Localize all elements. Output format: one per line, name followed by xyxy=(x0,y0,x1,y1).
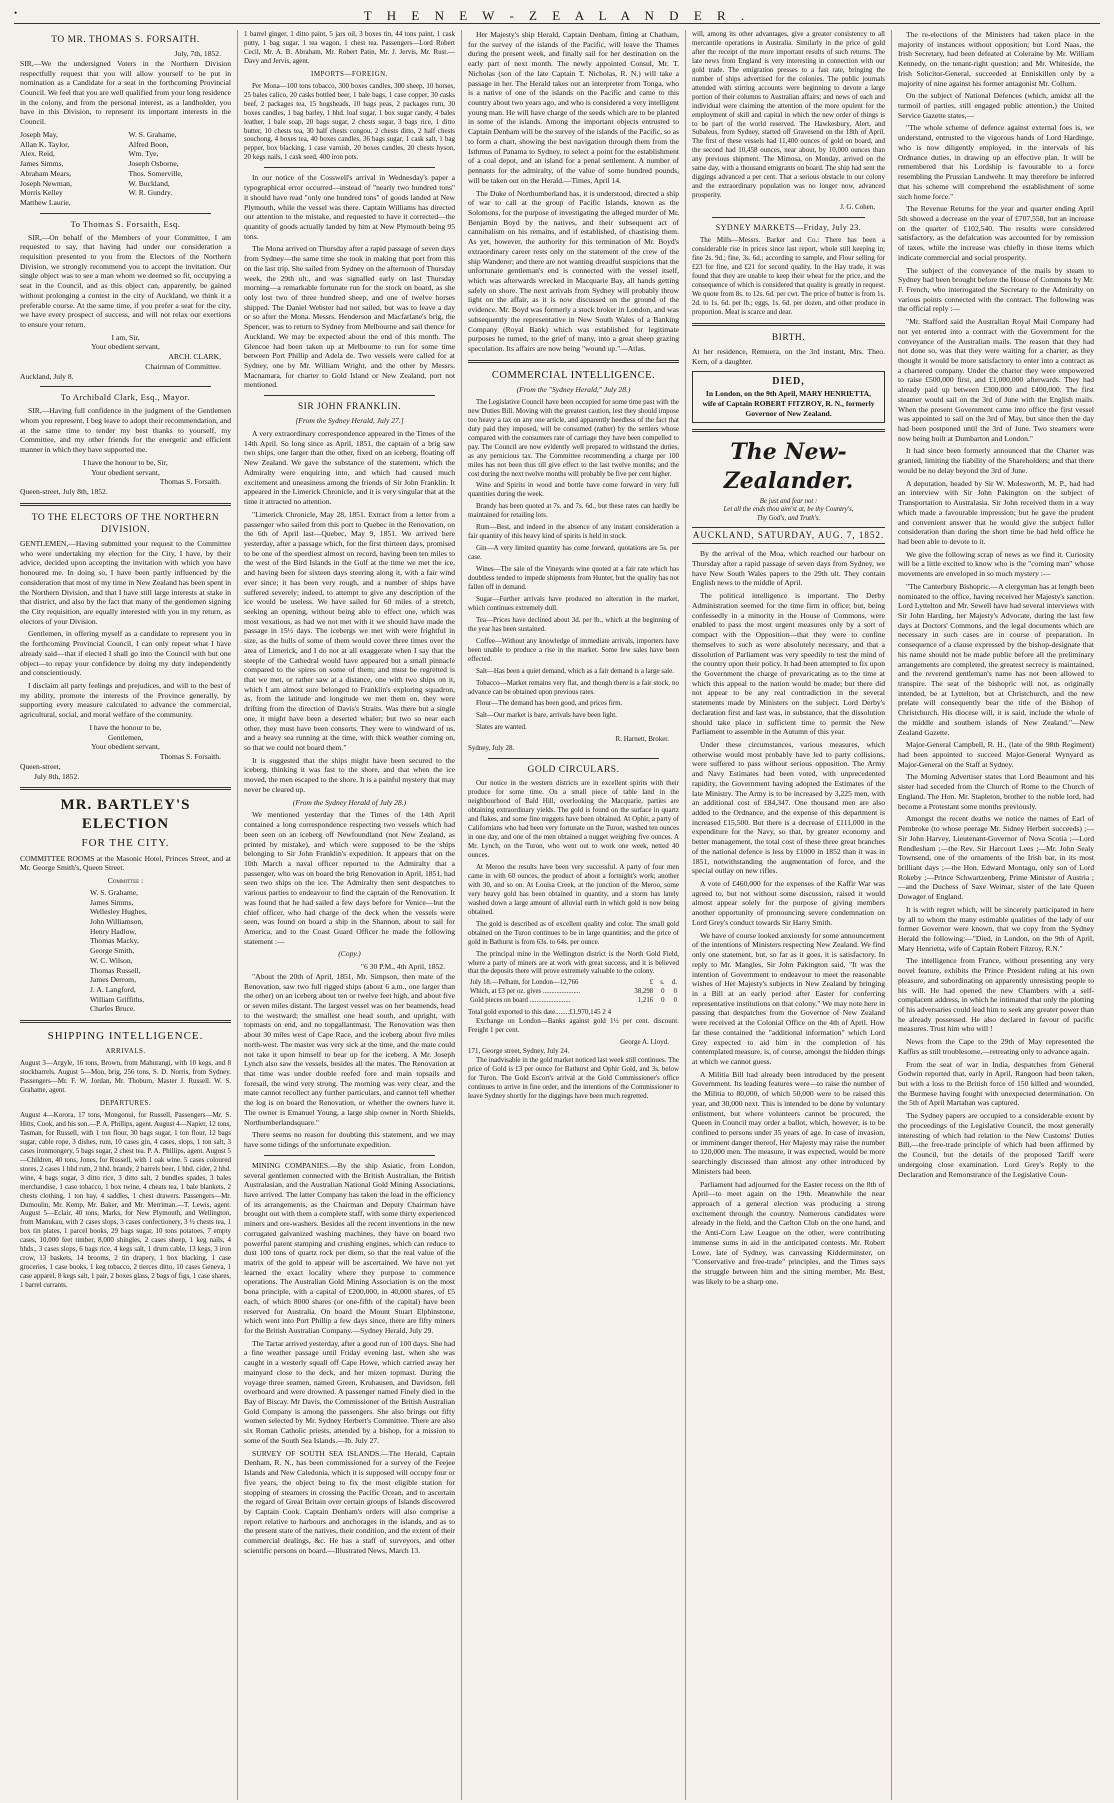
gold-para: Our notice in the western districts are in excellent spirits with their produce for some time. On a small piece of table land in the neighbourhood of Bald Hill, overlooking the Macquarie, parties are obtaining extraordinary yields. The gold is found on the surface in quartz and flakes, and some fine nuggets have been obtained. At Ophir, a party of Californians who had been very fortunate on the Turon, washed ten ounces in one day, and one of the men obtained a nugget weighing five ounces. A Mr. Lynch, on the Turon, who went out to work one week, netted 40 ounces. xyxy=(468,779,679,860)
electors-signature: Thomas S. Forsaith. xyxy=(159,752,221,762)
editorial-para: Major-General Campbell, R. H., (late of the 98th Regiment) had been appointed to succeed Major-General Wynyard as Major-General on the Staff at Sydney. xyxy=(898,740,1094,769)
paper-title: The New-Zealander. xyxy=(723,439,854,494)
cargo-continued: 1 barrel ginger, 1 ditto paint, 5 jars oil, 3 boxes tin, 44 tons paint, 1 cask putty, 1 bag sugar, 1 tea wagon, 1 chest tea. Passengers—Lord Robert Cecil, Mr. A. B. Abraham, Mr. Robert Patin, Mr. J. Jervis, Mr. Rust.—Davy and Jervis, agent. xyxy=(244,30,455,65)
editorial-para: A deputation, headed by Sir W. Molesworth, M. P., had had an interview with Sir John Pakington on the subject of Transportation to Australasia. Sir John received them in a way which made a favourable impression; but he gave the prudent and convenient answer that he would give the subject fuller consideration than during the short time he had held office he had been able to devote to it. xyxy=(898,478,1094,546)
editorial-para: We have of course looked anxiously for some announcement of the intentions of Ministers respecting New Zealand. We find only one statement, but, so far as it goes, it is satisfactory. In reply to Mr. Mangles, Sir John Pakington said, "It was the intention of Government to endeavour to meet the reasonable wishes of Her Majesty's subjects in New Zealand by bringing in a Bill at an early period after Easter for conferring representative institutions on that colony." We may note here in passing that despatches from the Governor of New Zealand were received at the Colonial Office on the 4th of April. How far these contained the "additional information" which Lord Grey expected to aid him in the completion of his contemplated measure, is, of course, amongst the hidden things at which we cannot guess. xyxy=(692,930,885,1066)
reply-close-2: Your obedient servant, xyxy=(91,342,160,352)
divider xyxy=(40,213,211,214)
editorial-para: It is with regret which, will be sincerely participated in here by all to whom the many estimable qualities of the lady of our former Governor were known, that we copy from the Sydney Herald the following:—"Died, in London, on the 9th of April, Mary Henrietta, wife of Captain Robert Fitzroy, R.N." xyxy=(898,904,1094,953)
market-item: Salt—Has been a quiet demand, which as a fair demand is a large sale. xyxy=(476,666,674,675)
table-cell: 38,298 xyxy=(634,988,654,996)
electors-date: July 8th, 1852. xyxy=(34,771,80,781)
franklin-source: [From the Sydney Herald, July 27.] xyxy=(295,416,404,426)
table-row xyxy=(468,979,679,988)
section-divider xyxy=(692,429,885,432)
south-sea-survey: SURVEY OF SOUTH SEA ISLANDS.—The Herald, Captain Denham, R. N., has been commissioned for a survey of the Feejee Islands and New Caledonia, which it is supposed will occupy four or five years, the object being to fix the most eligible station for stopping of steamers in crossing the Pacific Ocean, and to ascertain the regard of Great Britain over certain groups of Islands discovered by Captain Cook. Captain Denham's orders will also comprise a report relative to harbours and anchorages in the islands, and as to the present state of the natives, their condition, and the extent of their commercial dealings, &c. He has a staff of surveyors, and other scientific persons on board.—Illustrated News, March 13. xyxy=(244,1448,455,1555)
electors-para: GENTLEMEN,—Having submitted your request to the Committee who were undertaking my election for the City, I have, by their advice, decided upon accepting the invitation with which you have honoured me. In doing so, I have been partly influenced by the consideration that most of my time in New Zealand has been spent in the Northern Division, and that I have still large interests at stake in that district, and also by the fact that many of the gentlemen signing the City requisition, are equally interested with you in my return, as electors of your Division. xyxy=(20,538,231,626)
column-5 xyxy=(892,30,1100,1800)
market-item: Gin—A very limited quantity has come forward, quotations are 5s. per case. xyxy=(468,544,679,562)
editorial-para: The Revenue Returns for the year and quarter ending April 5th showed a decrease on the year of £707,558, but an increase on the quarter of £102,540. The results were considered satisfactory, as the defalcation was accounted for by remission of taxes, while the increase was chiefly in those items which indicate commercial and social prosperity. xyxy=(898,204,1094,262)
signatory: Thos. Somerville, xyxy=(128,168,183,178)
committee-member: Wellesley Hughes, xyxy=(90,907,147,917)
editorial-para: Parliament had adjourned for the Easter recess on the 8th of April—to meet again on the 19th. Meanwhile the near approach of a general election was producing a strong excitement through the country. Numerous candidates were already in the field, and the Carlton Club on the one hand, and the Anti-Corn Law League on the other, were contributing immense sums in aid in the anticipated contests. Mr. Robert Lowe, late of Sydney, was canvassing Kidderminster, on "Conservative and free-trade" principles, and the Times says the struggle between him and the sitting member, Mr. Best, was likely to be a sharp one. xyxy=(692,1179,885,1286)
birth-notice: At her residence, Remuera, on the 3rd instant, Mrs. Theo. Kern, of a daughter. xyxy=(692,347,885,366)
bartley-notice: COMMITTEE ROOMS at the Masonic Hotel, Princes Street, and at Mr. George Smith's, Queen Street. xyxy=(20,853,231,873)
section-divider xyxy=(692,323,885,326)
committee-member: Thomas Macky, xyxy=(90,936,139,946)
imports-label: IMPORTS—FOREIGN. xyxy=(310,69,388,78)
electors-close: I have the honour to be, xyxy=(89,722,162,732)
answer-heading: To Archibald Clark, Esq., Mayor. xyxy=(60,392,191,403)
franklin-para: A very extraordinary correspondence appeared in the Times of the 14th April. So long since as April, 1851, the captain of a brig saw two ships, one larger than the other, fixed on an iceberg, floating off New Zealand. We gave the substance of the statement, which the Admiralty were enquiring into, and which had caused much excitement and uneasiness among the friends of Sir John Franklin. It appeared in the Limerick Chronicle, and it is very singular that at the time it attracted no attention. xyxy=(244,429,455,507)
signatory: Joseph Newman, xyxy=(20,178,72,188)
editorial-para: Under these circumstances, various measures, which otherwise would most probably have led to party collisions, were suffered to pass without serious opposition. The Army and Navy Estimates had been voted, with unprecedented rapidity, the Government having adopted the Estimates of the late Ministry. The Army is to be increased by 3,225 men, with an additional cost of £84,347. One thousand men are also added to the Ordnance, and the expense of this department is increased £15,500. But there is a decrease of £111,000 in the expenditure for the Navy, so that, by greater economy and better management, the total cost of these three great branches of the national defence is less by £1000 in 1852 than it was in 1851, notwithstanding the augmentation of force, and the special outlay on new rifles. xyxy=(692,739,885,876)
tartar-arrival: The Tartar arrived yesterday, after a good run of 100 days. She had a fine weather passage until Friday evening last, when she was caught in a westerly squall off Cape Howe, which carried away her mainyard close to the deck, and her mizen topmast. During the voyage three seamen, named Green, Kruhausen, and Davidson, fell overboard and were drowned. A passenger named Finely died in the Bay of Biscay. Mr Davis, the Commissioner of the British Australian Gold Company is among the passengers. She also brings out fifty women selected by Mr. Sydney Herbert's Committee. There are also six Roman Catholic priests, attended by a bishop, for a mission to some of the South Sea Islands.—Ib. July 27. xyxy=(244,1338,455,1445)
electors-heading: TO THE ELECTORS OF THE NORTHERN DIVISION. xyxy=(31,512,220,535)
editorial-para: It had since been formerly announced that the Charter was granted, limiting the liability of the Shareholders; and that there would be no delay beyond the 3rd of June. xyxy=(898,446,1094,475)
table-row xyxy=(468,988,679,997)
imports-list: Per Mona—100 tons tobacco, 300 boxes candles, 300 sheep, 10 horses, 25 bales calico, 20 casks bottled beer, 1 bale bags, 1 case copper, 30 casks beef, 2 packages tea, 15 hogsheads, 10 bags peas, 2 packages rum, 30 boxes candles, 1 bag barley, 1 hhd. loaf sugar, 1 box sugar candy, 4 bales leather, 1 bale soap, 20 bags sugar, 2 chests sugar, 3 bags rice, 1 ditto butter, 10 chests tea, 30 half chests congou, 2 chests ditto, 2 half chests souchong, 4 boxes tea, 40 boxes candles, 36 bags sugar, 1 cask salt, 1 bag pepper, box blacking, 1 case varnish, 20 boxes candles, 20 chests hyson, 20 kegs nails, 1 cask seed, 400 iron pots. xyxy=(244,81,455,162)
death-notice: In London, on the 9th April, MARY HENRIETTA, wife of Captain ROBERT FITZROY, R. N., formerly Governor of New Zealand. xyxy=(702,389,875,418)
committee-member: W. S. Grahame, xyxy=(90,887,139,897)
market-item: Coffee—Without any knowledge of immediate arrivals, importers have been unable to produce a rise in the market. Some few sales have been effected. xyxy=(468,636,679,663)
gold-para: The gold is described as of excellent quality and color. The small gold obtained on the Turon continues to be in large quantities; and the price of gold in Bathurst is from 63s. to 64s. per ounce. xyxy=(468,919,679,946)
editorial-para: A vote of £460,000 for the expenses of the Kaffir War was agreed to, but not without some discussion, raised it would almost appear solely for the purpose of giving members another opportunity of pronouncing severe condemnation on Lord Grey's conduct towards Sir Harry Smith. xyxy=(692,879,885,927)
editorial-para: The political intelligence is important. The Derby Administration seemed for the time firm in office; but, being confessedly in a minority in the House of Commons, were enabled to pass the most urgent measures only by a sort of compact with the Opposition—that they were to confine themselves to such as were absolutely necessary, and that a dissolution of Parliament was very speedily to test the mind of the country upon their policy. It had been attempted to fix upon the Government the charge of prevaricating as to the time at which this appeal to the nation would be made; but there did not appear to be any real contradiction in the several statements made by Ministers on the subject. Lord Derby's declaration first and last was, in substance, that the dissolution should take place in sufficient time to permit the New Parliament to assemble in the Autumn of this year. xyxy=(692,591,885,737)
electors-place: Queen-street, xyxy=(20,761,61,771)
signatory: W. S. Grahame, xyxy=(128,129,177,139)
copy-label: (Copy.) xyxy=(338,949,361,959)
birth-heading: BIRTH. xyxy=(771,332,806,343)
column-3 xyxy=(462,30,686,1800)
section-divider xyxy=(20,1020,231,1023)
franklin-para: "About the 20th of April, 1851, Mr. Simpson, then mate of the Renovation, saw two full rigged ships (about 6 a.m., one larger than the other) on an iceberg about ten or twelve feet high, and about five or seven miles distant. The largest vessel was on her beamends, head to the westward; the smallest one head south, and upright, with topmasts on end, and no topgallantmast. The Renovation was then about 30 miles west of Cape Race, and the iceberg about five miles north-west. The master was very sick at the time, and the mate could not take it upon himself to bear up for the iceberg. A Mr. Joseph Lynch also saw the vessels, besides all the mates. The Renovation at that time was under double reefed fore and main topsails and foresail, the wind very strong. The morning was very clear, and the mate cannot recollect any further particulars, and cannot tell whether the log is on board the Renovation, or whether the owners have it. The owner is Emanuel Young, a large ship owner in North Shields, Northumberlandsquare." xyxy=(244,971,455,1127)
continued-para: will, among its other advantages, give a greater consistency to all mercantile operations in Australia. Similarly in the price of gold after the receipt of the more important results of such returns. The late news from England is very interesting in connection with our gold trade. The emigration presses to a fast rate, bringing the number of ships advertised for the colonies. The public journals attended with stirring accounts were beginning to devote a large portion of their columns to Australian affairs; and news of each and individual were claiming the attention of the more opulent for the employment of skill and capital in which the new order of things is to be part of the world reserved. The Hawkesbury, Alert, and Subaleus, from Sydney, started off Gravesend on the 18th of April. The first of these vessels had 11,400 ounces of gold on board, and the second had 10,458 ounces, near about, by 10,000 ounces than any previous shipment. The Mimosa, on Monday, arrived on the same day, with a thousand emigrants on board. The ship had sent the diggings advanced a per cent. That a serious obstacle to our colony and the extraordinary population was no longer now, advanced prosperity. xyxy=(692,30,885,200)
forsaith-date: July, 7th, 1852. xyxy=(174,49,221,59)
committee-member: William Griffiths. xyxy=(90,994,145,1004)
answer-place: Queen-street, July 8th, 1852. xyxy=(20,486,108,496)
reply-heading: To Thomas S. Forsaith, Esq. xyxy=(70,218,181,229)
table-cell: 0 xyxy=(673,988,677,996)
bartley-subheading: FOR THE CITY. xyxy=(81,836,170,849)
signatory: Alex. Reid, xyxy=(20,149,55,159)
bartley-heading: MR. BARTLEY'S ELECTION xyxy=(60,797,191,833)
market-item: Sugar—Further arrivals have produced no alteration in the market, which continues extremely dull. xyxy=(468,594,679,612)
motto-line: Be just and fear not : xyxy=(759,497,818,505)
table-cell: d. xyxy=(671,979,677,987)
franklin-source-2: (From the Sydney Herald of July 28.) xyxy=(292,797,407,807)
departures-list: August 4—Korora, 17 tons, Mongonui, for Russell, Passengers—Mr. S. Hitts, Cook, and his son.—P. A. Phillips, agent. August 4—Napier, 12 tons, Tasman, for Russell, with 1 ton flour, 30 bags sugar, 1 ton flour, 12 bags sugar, cable rope, 3 dishes, rum, 10 cases gin, 4 cases, slops, 1 ton salt, 3 cases ironmongery, 5 bags sugar, 2 chest tea. P. A. Phillips, agent. August 5—Children, 40 tons, Jones, for Russell, with 1 oak wine. 5 cases coloured stores, 2 cases 1 hhd rum, 2 hhd. brandy, 2 barrels beer, 1 hhd. cider, 2 hhd. wine, 4 bags sugar, 3 ditto rice, 3 ditto salt, 2 bundles spades, 3 bales merchandise, 1 case tobacco, 1 box twine, 4 cheats tea, 1 bale blankets, 2 chests clothing, 1 ton hay, 4 saddles, 1 chest drawers. Passengers—Mr. Dumoulin, Mr. Kemp, Mr. Baker, and Mr. Merriman.—T. Lewis, agent. August 5—Eclair, 40 tons, Marks, for New Plymouth, and Wellington, from Manukau, with 2 cases slops, 3 cases confectionery, 3 ½ chests tea, 1 box tin plates, 1 parcel books, 29 bags sugar, 10 tons potatoes, 7 empty cases, 10,000 feet timber, 8,000 shingles, 2 cases sheep, 1 keg nails, 4 hhds., 3 cases slops, 6 bags rice, 4 kegs salt, 1 drum cable, 13 kegs, 3 iron crow, 13 baskets, 14 brooms, 2 tin drapery, 1 box blacking, 1 case groceries, 1 case books, 1 keg tobacco, 2 tierces ditto, 10 cases Geneva, 1 case apparel, 8 kegs salt, 1 pair, 2 boxes glass, 2 bags of figs, 1 case shares, 1 barrel currants. xyxy=(20,1110,231,1290)
market-item: Tobacco—Market remains very flat, and though there is a fair stock, no advance can be obtained upon previous rates. xyxy=(468,678,679,696)
forsaith-heading: TO MR. THOMAS S. FORSAITH. xyxy=(51,35,200,45)
northumberland-para: The Duke of Northumberland has, it is understood, directed a ship of war to call at the group of Pacific Islands, known as the Solomons, for the purpose of investigating the alleged murder of Mr. Benjamin Boyd by the natives, and their subsequent act of cannibalism on his remains, and if established, of chastising them. As yet, however, the authority for this termination of Mr. Boyd's extraordinary career rests only on the statement of the crew of the ship Wanderer; and there are not wanting dreadful suspicions that the unfortunate gentleman's end is connected with the vessel itself, which was afterwards wrecked in Macquarie Bay, all hands getting safely on shore. The next arrivals from Sydney will probably throw light on the affair, as it is now discussed on the ground of the evidence. Mr. Boyd was formerly a stock broker in London, and was subsequently the representative in New South Wales of a Banking Company (Royal Bank) which was established for legitimate purposes he turned, to the grief of many, into a great sheep grazing speculation. Its affairs are now being "wound up."—Atlas. xyxy=(468,188,679,353)
committee-member: Charles Bruce. xyxy=(90,1004,136,1014)
signatory xyxy=(129,198,232,208)
editorial-para: The re-elections of the Ministers had taken place in the majority of instances without opposition; but Lord Naas, the Irish Secretary, had been defeated at Coleraine by Mr. William Kennedy, on the tenant-right question; and Mr. Whiteside, the Irish Solicitor-General, succeeded at Enniskillen only by a majority of nine against his former antagonist Mr. Collum. xyxy=(898,30,1094,88)
broker-signature: R. Harnett, Broker. xyxy=(615,735,669,744)
mining-companies: MINING COMPANIES.—By the ship Asiatic, from London, several gentlemen connected with the British Australian, the British Australasian, and the Australian National Gold Mining Associations, have arrived. The latter Company has taken the lead in the efficiency of its arrangements, as the Chairman and Deputy Chairman have brought out with them a complete staff, with some thirty experienced miners and ore-washers. Besides all the recent inventions in the new corrugated galvanized washing machines, they have on board two powerful patent stamping and crushing engines, which can reduce to dust 100 tons of quartz rock per diem, so that the real value of the matrix of the gold to appear will be ascertained. We have not yet learned the exact locality where they purpose to commence operations. The Australian Gold Mining Association is on the most bona principle, with a capital of £200,000, in 40,000 shares, of £5 each, of which 8000 shares (or one-fifth of the capital) have been reserved for Australia. On board the Mount Stuart Elphinstone, which went into Port Phillip a few days since, there are fifty miners for the British Australian Company.—Sydney Herald, July 29. xyxy=(244,1160,455,1335)
reply-signature: ARCH. CLARK, xyxy=(168,352,221,362)
franklin-para: There seems no reason for doubting this statement, and we may have some tidings of the unfortunate expedition. xyxy=(244,1130,455,1150)
editorial-para: Amongst the recent deaths we notice the names of Earl of Pembroke (to whose peerage Mr. Sidney Herbert succeeds) ;—Sir John Harvey, Lieutenant-Governor of Nova Scotia ;—Lord Rendlesham ;—the Rev. Sir Harcourt Lees ;—Mr. John Sealy Townsend, one of the ornaments of the Irish bar, in its most brilliant days ;—the Hon. Edward Montagu, only son of Lord Rokeby ;—Prince Schwartzenberg, Prime Minister of Austria ;—and the Duchess of Saxe Weimar, sister of the late Queen Dowager of England. xyxy=(898,814,1094,902)
franklin-para: We mentioned yesterday that the Times of the 14th April contained a long correspondence respecting two vessels which had been seen on an iceberg off Newfoundland (not New Zealand, as printed by mistake), and which were supposed to be the ships belonging to Sir John Franklin's expedition. It appears that on the 10th March a naval officer reported to the Admiralty that a passenger, who was on board the brig Renovation in April, 1851, had seen two ships on the ice. The Admiralty then sent despatches to various parties to endeavour to find the captain of the Renovation. It was found that he had sailed a few days before for Venice—but the chief officer, who had charge of the deck when the vessels were seen, was found on board a ship in the Shannon, about to sail for America, and to the Coast Guard Officer he made the following statement :— xyxy=(244,810,455,946)
gold-signature: George A. Lloyd. xyxy=(620,1038,669,1047)
reply-close: I am, Sir, xyxy=(111,332,140,342)
signatory: Abraham Mears, xyxy=(20,168,72,178)
reply-role: Chairman of Committee. xyxy=(145,361,221,371)
sydney-markets: The Mills—Messrs. Barker and Co.: There has been a considerable rise in prices since last report, whole still keeping in; fine 2s. 9d.; fine, 3s. 6d.; according to sample, and Flour selling for £23 for fine, and £21 for second quality. In the Hay trade, it was found that they are unable to keep their wheat for the price, and the consequence of which is considered that quality is greatly in request. We quote from 8s. to 12s. 6d. per cwt. The price of butter is from 1s. 2d. to 1s. 6d. per lb.; eggs, 1s. 6d. per dozen, and other produce in proportion. Meat is scarce and dear. xyxy=(692,236,885,316)
committee-member: John Williamson, xyxy=(90,916,144,926)
running-title: T H E N E W - Z E A L A N D E R . xyxy=(363,8,751,23)
committee-member: W. C. Wilson, xyxy=(90,955,133,965)
page-mark: • xyxy=(14,8,18,18)
signatory: James Simms, xyxy=(20,159,64,169)
divider xyxy=(264,167,435,168)
electors-para: Gentlemen, in offering myself as a candidate to represent you in the forthcoming Provincial Council, I can only repeat what I have already said—that if elected I shall go into the Council with but one object—to repay your confidence by doing my duty independently and conscientiously. xyxy=(20,629,231,678)
electors-close-3: Your obedient servant, xyxy=(91,742,160,752)
committee-list xyxy=(20,888,231,1014)
franklin-para: It is suggested that the ships might have been secured to the iceberg, thinking it was fast to the shore, and that when the ice moved, the men escaped to the shore. It is a painful mystery that may never be cleared up. xyxy=(244,755,455,794)
section-divider xyxy=(468,360,679,363)
cohen-signature: J. G. Cohen, xyxy=(840,203,875,212)
committee-member: George Smith, xyxy=(90,946,135,956)
editorial-para: The subject of the conveyance of the mails by steam to Sydney had been brought before the House of Commons by Mr. F. French, who interrogated the Secretary to the Admiralty on various points connected with the contract. The following was the official reply :— xyxy=(898,265,1094,314)
section-divider xyxy=(20,787,231,790)
commercial-para: The Legislative Council have been occupied for some time past with the new Duties Bill. Moving with the greatest caution, lest they should impose too heavy a tax on any one article, and apparently heedless of the fact that duty paid they imposed, will be consumed (rather) by the settlers whose compared with the consumers rate of carriage they have been compelled to pay. The Council are now evidently well prepared to withstand the duties, as any pernicious tax. The Committee recommending a charge per 100 miles has not been thus till give effect to the last twelve months; and the cost during the next twelve months will probably be five per cent higher. xyxy=(468,397,679,478)
signatory: Matthew Laurie, xyxy=(20,197,71,207)
gold-place: 171, George street, Sydney, July 24. xyxy=(468,1047,570,1056)
gold-para: At Meroo the results have been very successful. A party of four men came in with 60 ounces, the product of about a fortnight's work; another with 30, and so on. At Louisa Creek, at the junction of the Meroo, some very heavy gold has been obtained in quantity, and a storm has lately washed down a large amount of alluvial earth in which gold is now being obtained. xyxy=(468,862,679,916)
answer-letter: SIR,—Having full confidence in the judgment of the Gentlemen whom you represent, I beg leave to adopt their recommendation, and at the same time to tender my best thanks to yourself, my Committee, and my other friends for the energetic and efficient manner in which they have supported me. xyxy=(20,406,231,455)
column-2 xyxy=(238,30,462,1800)
committee-member: Thomas Russell, xyxy=(90,965,141,975)
committee-label: Committee : xyxy=(107,876,144,886)
arrivals-label: ARRIVALS. xyxy=(105,1047,146,1056)
divider xyxy=(264,1155,435,1156)
gold-export-table xyxy=(468,979,679,1005)
section-divider xyxy=(20,503,231,506)
table-cell: Which, at £3 per oz. gives ...................... xyxy=(470,988,581,996)
signatory: Joseph May, xyxy=(20,129,58,139)
editorial-para: From the seat of war in India, despatches from General Godwin reported that, early in April, Rangoon had been taken, but with a loss to the British force of 150 killed and wounded, the Burmese having fought with unexpected determination. On the 5th of April Martaban was captured. xyxy=(898,1059,1094,1108)
gold-heading: GOLD CIRCULARS. xyxy=(527,765,620,776)
arrivals-list: August 3—Argyle, 16 tons, Brown, from Mahurangi, with 10 kegs, and 8 stockbarrels. August 5—Mon, brig, 256 tons, S. D. Norris, from Sydney. Passengers—Mr. F. W. Jordan, Mr. Thoburn, Master J. Russell. W. S. Grahame, agent. xyxy=(20,1059,231,1095)
table-cell: July 18.—Pelham, for London—12,766 xyxy=(470,979,579,987)
table-cell: Gold pieces on board ........................ xyxy=(470,996,571,1004)
reply-place: Auckland, July 8. xyxy=(20,371,74,381)
editorial-para: "The whole scheme of defence against external foes is, we understand, entrusted to the vigorous hands of Lord Hardinge, who is now diligently employed, in the intervals of his Ordnance duties, in drawing up an effective plan. It will be remembered that his Lordship is favourable to a force resembling the Prussian Landwehr. It may therefore be inferred that his scheme will comprehend the establishment of some such home force." xyxy=(898,123,1094,201)
market-item: Brandy has been quoted at 7s. and 7s. 6d., but these rates can hardly be maintained for retailing lots. xyxy=(468,502,679,520)
signatory: Morris Kelley xyxy=(20,188,63,198)
reply-letter: SIR,—On behalf of the Members of your Committee, I am requested to say, that having had under our consideration a requisition presented to you from the Electors of the Northern Division, we strongly recommend you to accept the invitation. Our single object was to see a man whom we deemed so fit, occupying a seat in the Council, and as this object can, apparently, be gained without prolonging a contest in the city of Auckland, we think it a preferable course. At the same time, if you prefer a seat for the city, we have every prospect of success, and will not relax our exertions to ensure your return. xyxy=(20,232,231,329)
answer-close: I have the honour to be, Sir, xyxy=(83,457,168,467)
signatory: Wm. Tye, xyxy=(128,149,159,159)
editorial-para: The Morning Advertiser states that Lord Beaumont and his sister had seceded from the Church of Rome to the Church of England. The Hon. Mr. Stapleton, brother to the noble lord, had become a Protestant some months previously. xyxy=(898,772,1094,811)
electors-close-2: Gentlemen, xyxy=(107,732,144,742)
table-cell: s. xyxy=(660,979,665,987)
divider xyxy=(488,758,659,759)
market-item: Rum—Best, and indeed in the absence of any instant consideration a fair quantity of this heavy kind of spirits is held in stock. xyxy=(468,523,679,541)
signatory: W. Buckland, xyxy=(128,178,170,188)
table-cell: £ xyxy=(649,979,654,987)
cossack-correction: In our notice of the Cosswell's arrival in Wednesday's paper a typographical error occurred—instead of "nearly two hundred tons" it should have read "only one hundred tons" of goods landed at New Plymouth, while the vessel was there. Captain Williams has directed our attention to the mistake, and requested to have it corrected—the quantity of goods actually landed by him at New Plymouth being 95 tons. xyxy=(244,173,455,241)
gold-para: The principal mine in the Wellington district is the North Gold Field, where a party of miners are at work with great success, and it is believed that the deposits there will prove extremely valuable to the colony. xyxy=(468,949,679,976)
market-item: Wine and Spirits in wood and bottle have come forward in very full quantities during the week. xyxy=(468,481,679,499)
market-item: Slates are wanted. xyxy=(476,723,527,732)
died-heading: DIED, xyxy=(772,376,805,388)
electors-para: I disclaim all party feelings and prejudices, and will to the best of my ability, promote the interests of the Province generally, by supporting every measure calculated to advance the commercial, agricultural, social, and moral welfare of the community. xyxy=(20,681,231,720)
table-cell: 1,216 xyxy=(637,996,654,1004)
market-item: Flour—The demand has been good, and prices firm. xyxy=(476,699,623,708)
commercial-source: (From the "Sydney Herald," July 28.) xyxy=(516,385,631,395)
signatory: Joseph Osborne, xyxy=(128,159,179,169)
column-1 xyxy=(14,30,238,1800)
divider xyxy=(712,217,865,218)
editorial-para: "The Canterbury Bishopric.—A clergyman has at length been nominated to the office, having received her Majesty's sanction. Lord Lyttelton and Mr. Sewell have had several interviews with Sir John Harding, her Majesty's Advocate, during the last few days at Doctors' Commons, and the legal documents which are necessary in such cases are in course of preparation. In consequence of a clause expressed by the bishop-designate that his name should not be made public before all the preliminary arrangements are completed, the greatest secrecy is maintained, and the reverend gentleman's name has not been allowed to transpire. The seat of the bishopric will not, as originally intended, be at Lyttelton, but at Christchurch, and the new prelate will consequently bear the title of the Bishop of Christchurch. His diocese will, it is said, include the whole of the middle and southern islands of New Zealand."—New Zealand Gazette. xyxy=(898,581,1094,737)
shipping-heading: SHIPPING INTELLIGENCE. xyxy=(47,1030,204,1043)
table-row xyxy=(468,997,679,1006)
departures-label: DEPARTURES. xyxy=(99,1099,152,1108)
answer-close-2: Your obedient servant, xyxy=(91,467,160,477)
committee-member: James Derrom, xyxy=(90,975,136,985)
table-cell: 0 xyxy=(661,988,665,996)
mona-arrival: The Mona arrived on Thursday after a rapid passage of seven days from Sydney—the same time she took in making that port from this on the last trip. She sailed from Sydney on the afternoon of Thursday week, the 29th ult., and was signalled early on last Thursday morning—a remarkable fortunate run for the stock on board, as she only lost two of three hundred sheep, and one of twelve horses shipped. The Daniel Webster had not sailed, but was to leave a day or so after the Mona. Messrs. Henderson and Macfarlane's brig, the Spencer, was to return to Sydney from Melbourne and sail thence for Auckland. We may be expected about the end of this month. The Glencoe had been taken up at Melbourne to run for some time between Port Phillip and Adela de. Two vessels were called for at Sydney, one by Mr. William Wright, and the other by Messrs. Macnamara, for charter to Gold Island or New Zealand, port not mentioned. xyxy=(244,244,455,390)
signatory: Allan K. Taylor, xyxy=(20,139,70,149)
signatory: W. R. Gundry. xyxy=(128,188,173,198)
divider xyxy=(40,386,211,387)
answer-signature: Thomas S. Forsaith. xyxy=(159,477,221,487)
gold-exchange: Exchange on London—Banks against gold 1½ per cent. discount. Freight 1 per cent. xyxy=(468,1017,679,1035)
committee-member: James Simms, xyxy=(90,897,134,907)
franklin-heading: SIR JOHN FRANKLIN. xyxy=(297,402,402,413)
editorial-para: On the subject of National Defences (which, amidst all the turmoil of parties, still engaged public attention,) the United Service Gazette states,— xyxy=(898,91,1094,120)
herald-para: Her Majesty's ship Herald, Captain Denham, fitting at Chatham, for the survey of the islands of the Pacific, will leave the Thames during the present week, and finally sail for her destination on the early part of next month. The newly appointed Consul, Mr. T. Nicholas (son of the late Captain T. Nicholas, R. N.) will take a passage in her. The Herald takes out an interpreter from Tonga, who is a native of one of the islands on the Pacific and came to this country about two years ago, and who is considered a very intelligent young man. He will have charge of the seeds which are to be planted in some of the islands. Among the important objects entrusted to Captain Denham will be the survey of the islands of the Pacific, so as to form a chart, showing the best navigation through them from the Isthmus of Panama to Sydney, to select a point for the establishment of a coal depot, and an island for a penal settlement. A number of pennants for the admiralty, of the value of some hundred pounds, will be taken out on the Herald.—Times, April 14. xyxy=(468,30,679,185)
column-4 xyxy=(686,30,892,1800)
masthead xyxy=(14,6,1100,24)
death-notice-box xyxy=(692,371,885,423)
commercial-heading: COMMERCIAL INTELLIGENCE. xyxy=(491,369,656,381)
gold-total: Total gold exported to this date........£1,970,145 2 4 xyxy=(468,1008,612,1017)
committee-member: Henry Hadlow, xyxy=(90,926,137,936)
editorial-para: "Mr. Stafford said the Australian Royal Mail Company had not yet entered into a contract with the Government for the conveyance of the Australian mails. The reason that they had not done so, was that they were waiting for a charter, as they thought it would be more satisfactory to enter into a contract as a chartered company. Under the charter they were empowered to raise £500,000 first, and £1,000,000 afterwards. They had already paid up between £300,000 and £400,000. The first steamer would sail on the 3rd of June with the English mails. When the present Government came into office the first vessel was appointed to sail on the 3rd of May, but since then the day had been postponed until the 3rd of June. Two steamers were now being built at Dumbarton and London." xyxy=(898,317,1094,443)
market-item: Wines—The sale of the Vineyards wine quoted at a fair rate which has doubtless tended to impede shipments from Hunter, but the quality has not fallen off in demand. xyxy=(468,565,679,591)
franklin-para: "Limerick Chronicle, May 28, 1851. Extract from a letter from a passenger who sailed from this port to Quebec in the Renovation, on the 6th of April last—Quebec, May 9, 1851. We arrived here yesterday, after a passage which, for the first thirteen days, promised to be one of the speediest almost on record, having been ten miles to the west of the Bird Islands in the Gulf at the time we met the ice, and having been for sixteen days steering along it, with a fair wind ever since; it has been very rough, and a number of ships have suffered severely; indeed, to attempt to give any description of the ice would be useless. We have sailed for 60 miles of a stretch, seeking an opening, without being able to effect one, which was most vexatious, as had we not met with it we should have made the passage in 15½ days. The icebergs we met with were frightful in size, as the hulls of some of them would cover three times over the area of Limerick, and I do not at all exaggerate when I say that the steeple of the Cathedral would have appeared but a small pinnacle compared to the spires on some of them; and must be regretted is that we met, or rather saw at a distance, one with two ships on it, which I am almost sure belonged to Franklin's exploring squadron, as, from the latitude and longitude we met them on, they were drifting from the direction of Davis's Straits. Was there but a single one, it might have been a deserted whaler; but two so near each other, they must have been consorts. They were to windward of us, and a heavy sea running at the time, with thick weather coming on, so that we could not board them." xyxy=(244,509,455,753)
motto-line: Thy God's, and Truth's. xyxy=(756,515,821,523)
editorial-para: By the arrival of the Moa, which reached our harbour on Thursday after a rapid passage of seven days from Sydney, we have New South Wales papers to the 29th ult. They contain English news to the middle of April. xyxy=(692,549,885,588)
table-cell: 0 xyxy=(661,996,665,1004)
sydney-markets-heading: SYDNEY MARKETS—Friday, July 23. xyxy=(715,223,862,233)
market-item: Salt—Our market is bare, arrivals have been light. xyxy=(476,711,617,720)
motto-line: Let all the ends thou aim'st at, be thy Country's, xyxy=(723,506,854,514)
columns xyxy=(14,30,1100,1800)
signatory: Alfred Boon, xyxy=(128,139,169,149)
editorial-para: We give the following scrap of news as we find it. Curiosity will be a little excited to know who is the "coming man" whose movements are enveloped in so much mystery :— xyxy=(898,549,1094,579)
forsaith-requisition: SIR,—We the undersigned Voters in the Northern Division respectfully request that you will allow yourself to be put in nomination as a Candidate for a seat in the forthcoming Provincial Council. We feel that you are well qualified from your long residence in the colony, and from the personal interest, as a landholder, you have in this Division, to represent its important interests in the Council. xyxy=(20,58,231,127)
dateline: AUCKLAND, SATURDAY, AUG. 7, 1852. xyxy=(692,527,885,545)
signatories-list xyxy=(20,130,231,208)
broker-place: Sydney, July 28. xyxy=(468,744,515,753)
franklin-dateline: "6 30 P.M., 4th April, 1852. xyxy=(360,962,445,972)
editorial-para: News from the Cape to the 29th of May represented the Kaffirs as still troublesome,—retreating only to advance again. xyxy=(898,1037,1094,1056)
market-item: Tea—Prices have declined about 3d. per lb., which at the beginning of the year has been sustained. xyxy=(468,615,679,633)
editorial-para: The Sydney papers are occupied to a considerable extent by the proceedings of the Legislative Council, the most generally interesting of which had relation to the New Customs' Duties Bill,—the free-trade principle of which had been affirmed by the Council, but the details of the proposed Tariff were undergoing close examination. Lord Grey's Reply to the Declaration and Remonstrance of the Legislative Coun- xyxy=(898,1111,1094,1179)
table-cell: 0 xyxy=(673,996,677,1004)
gold-para: The inadvisable in the gold market noticed last week still continues. The price of Gold is £3 per ounce for Bathurst and Ophir Gold, and 3s. below for Turon. The Gold Escort's arrival at the Gold Commissioner's office continues to arrive in fine order, and the intentions of the Commissioner to leave Sydney shortly for the diggings have been much regretted. xyxy=(468,1056,679,1101)
editorial-para: A Militia Bill had already been introduced by the present Government. Its leading features were—to raise the number of the Militia to 80,000, of which 50,000 were to be raised this year, and 30,000 next. This is intended to be done by voluntary enlistment, but where volunteers cannot be procured, the Queen in Council may order a ballot, which, however, is to be confined to persons under 35 years of age. In case of invasion, or imminent danger thereof, Her Majesty may raise the number to 120,000 men. The measure, it was expected, would be more searchingly discussed than almost any other introduced by Ministers had been. xyxy=(692,1069,885,1176)
divider xyxy=(264,395,435,396)
editorial-para: The intelligence from France, without presenting any very novel feature, exhibits the Prince President ruling at his own pleasure, and subordinating on apparently unresisting people to his will. He had opened the new Chambers with a self-complacent address, in which he intimated that only the plotting of his adversaries could lead him to seek any greater power than he already possessed. He also declared in favour of pacific measures. Trust him who will ! xyxy=(898,956,1094,1034)
committee-member: J. A. Langford, xyxy=(90,985,136,995)
